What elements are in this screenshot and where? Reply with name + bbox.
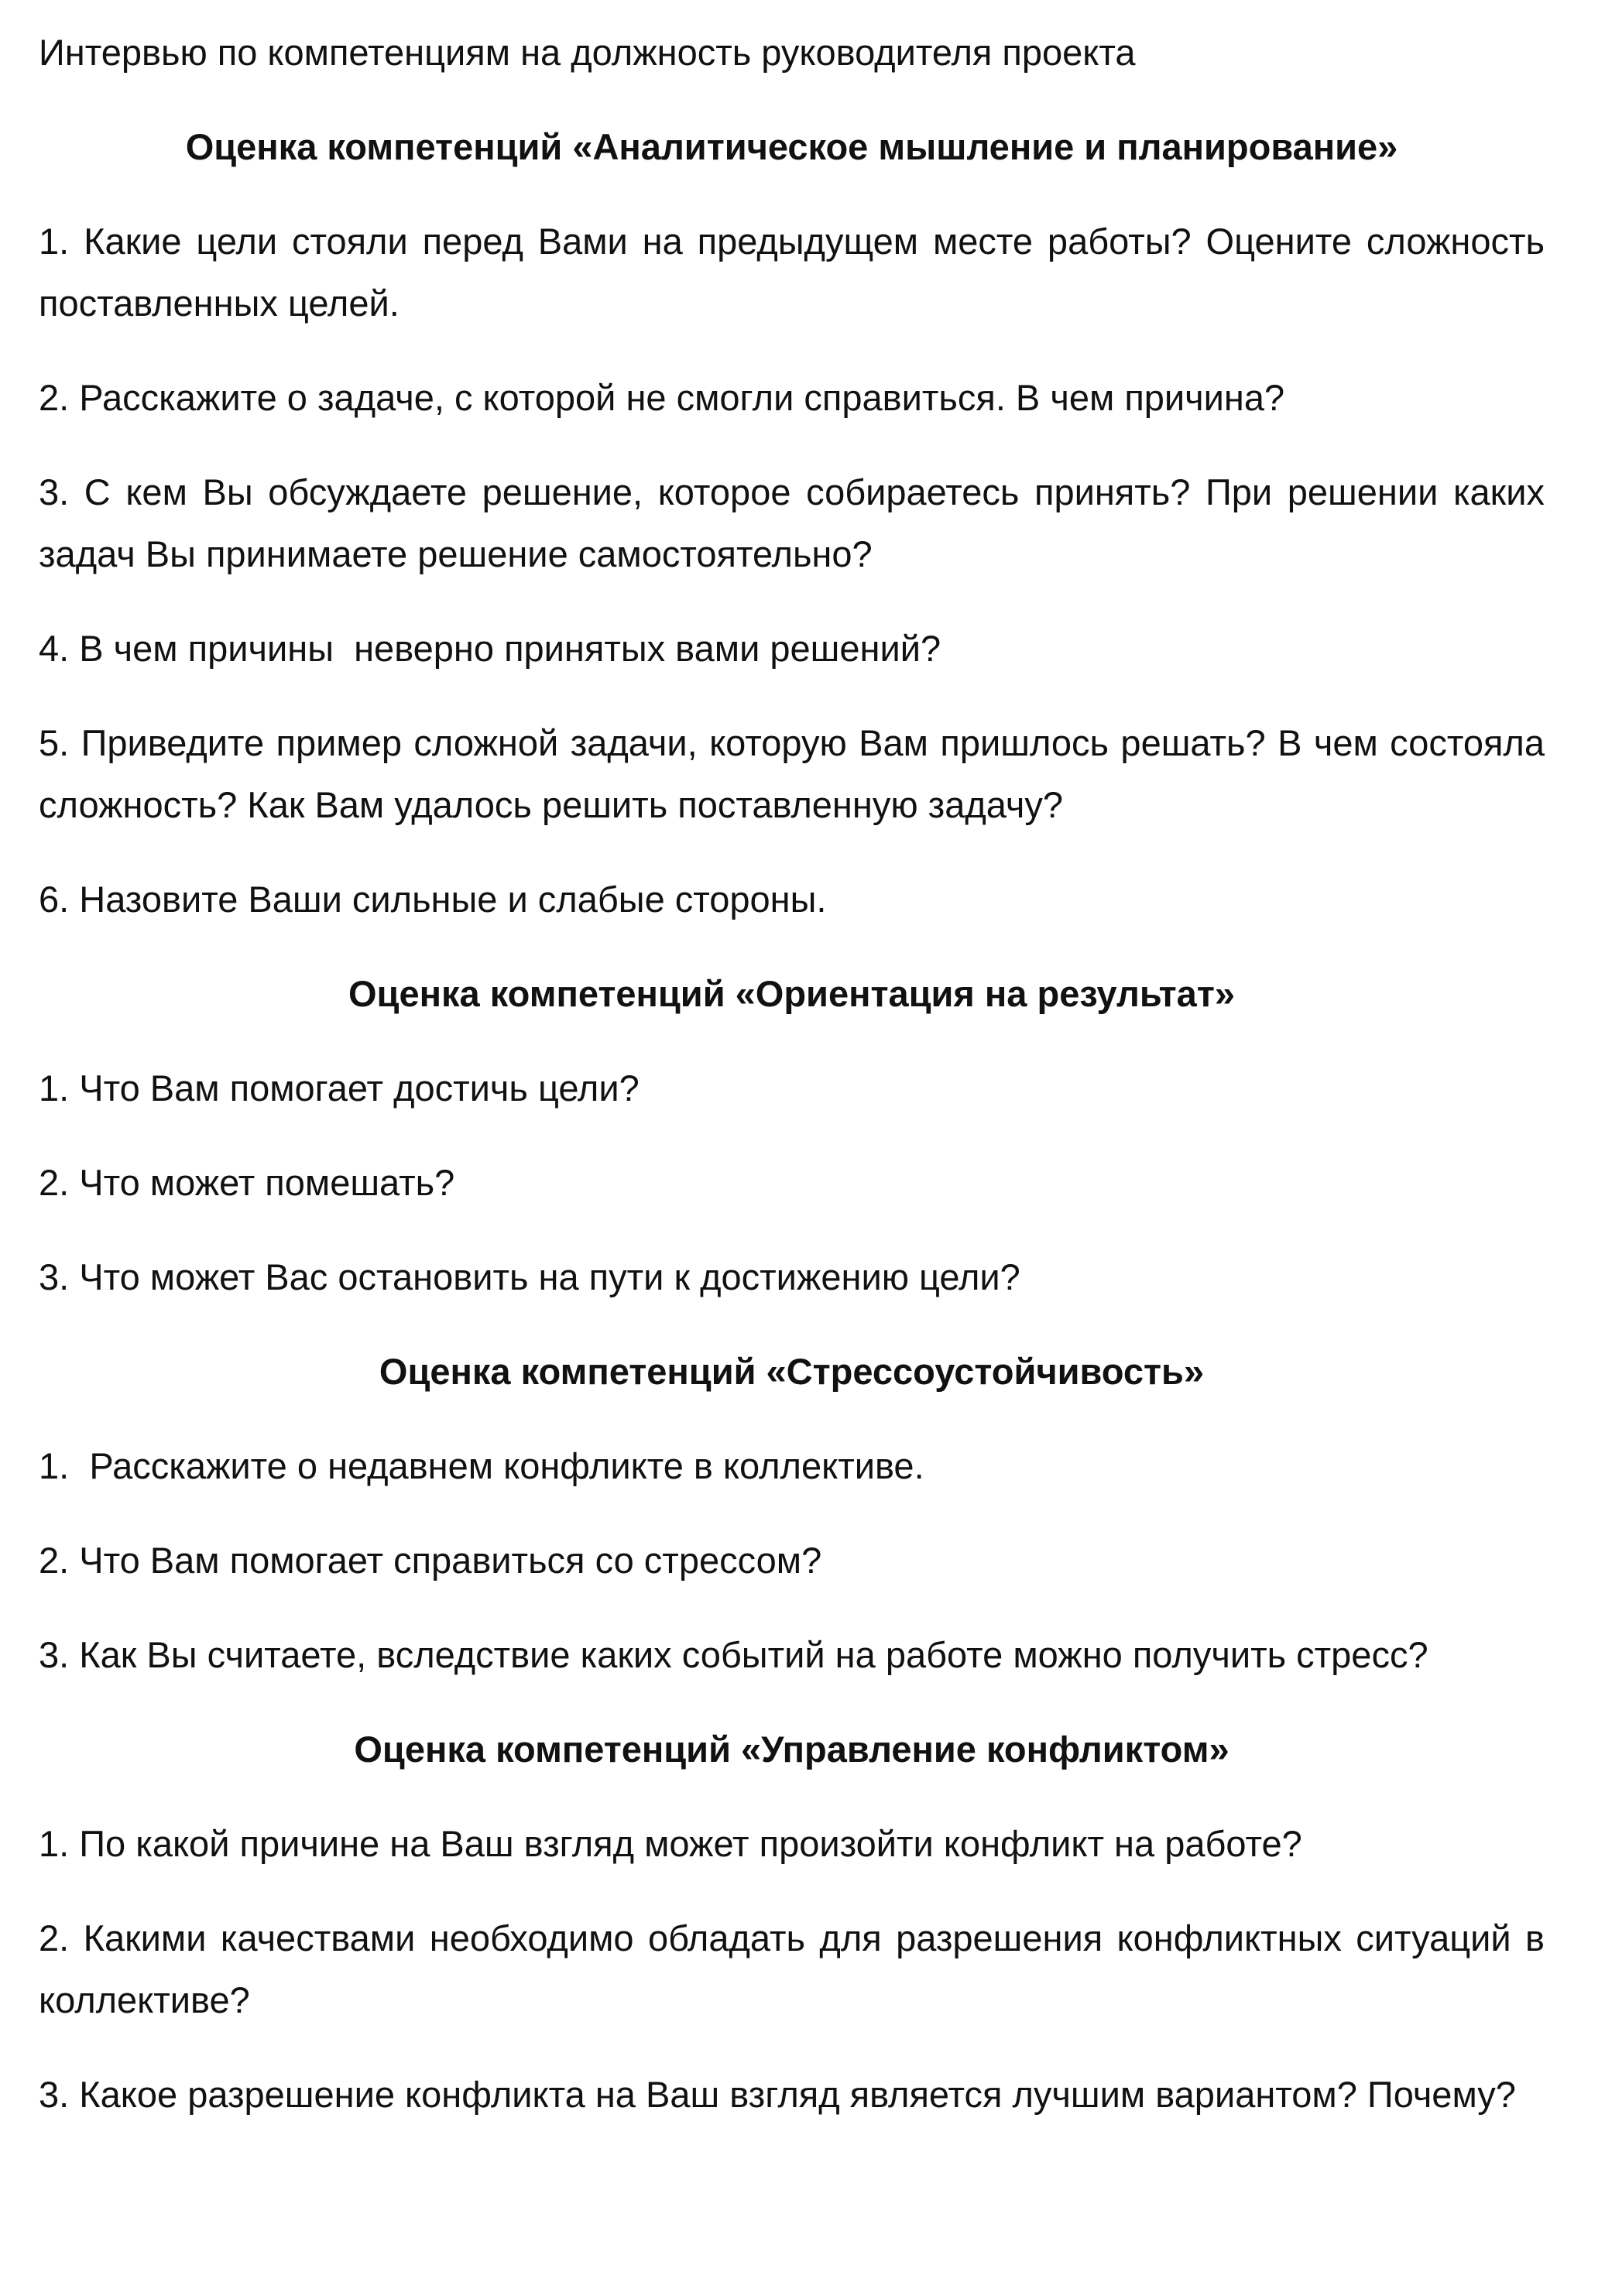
document-page bbox=[39, 22, 1545, 2158]
section-analytical-thinking bbox=[39, 116, 1545, 930]
section-heading: Оценка компетенций «Стрессоустойчивость» bbox=[379, 1351, 1205, 1392]
question-item: 3. Как Вы считаете, вследствие каких событий на работе можно получить стресс? bbox=[39, 1634, 1428, 1675]
question-item: 3. Какое разрешение конфликта на Ваш взгляд является лучшим вариантом? Почему? bbox=[39, 2074, 1516, 2115]
question-item: 2. Расскажите о задаче, с которой не смогли справиться. В чем причина? bbox=[39, 377, 1285, 418]
question-item: 1. Что Вам помогает достичь цели? bbox=[39, 1067, 640, 1109]
section-heading: Оценка компетенций «Управление конфликтом» bbox=[354, 1729, 1229, 1770]
question-item: 2. Что Вам помогает справиться со стрессом? bbox=[39, 1540, 822, 1581]
section-heading: Оценка компетенций «Аналитическое мышление и планирование» bbox=[185, 126, 1398, 167]
question-item: 1. По какой причине на Ваш взгляд может произойти конфликт на работе? bbox=[39, 1823, 1302, 1864]
section-conflict-management bbox=[39, 1719, 1545, 2126]
section-result-orientation bbox=[39, 963, 1545, 1308]
question-item: 6. Назовите Ваши сильные и слабые стороны. bbox=[39, 879, 827, 920]
question-item: 1. Какие цели стояли перед Вами на предыдущем месте работы? Оцените сложность поставленных целей. bbox=[39, 221, 1545, 324]
question-item: 3. Что может Вас остановить на пути к достижению цели? bbox=[39, 1256, 1020, 1297]
section-stress-resistance bbox=[39, 1341, 1545, 1686]
question-item: 3. С кем Вы обсуждаете решение, которое собираетесь принять? При решении каких задач Вы принимаете решение самостоятельно? bbox=[39, 471, 1545, 574]
question-item: 2. Какими качествами необходимо обладать для разрешения конфликтных ситуаций в коллективе? bbox=[39, 1917, 1545, 2020]
section-heading: Оценка компетенций «Ориентация на результат» bbox=[348, 973, 1235, 1014]
question-item: 5. Приведите пример сложной задачи, которую Вам пришлось решать? В чем состояла сложность? Как Вам удалось решить поставленную задачу? bbox=[39, 722, 1545, 825]
question-item: 1. Расскажите о недавнем конфликте в коллективе. bbox=[39, 1445, 924, 1486]
document-title: Интервью по компетенциям на должность руководителя проекта bbox=[39, 32, 1136, 73]
question-item: 4. В чем причины неверно принятых вами решений? bbox=[39, 628, 941, 669]
question-item: 2. Что может помешать? bbox=[39, 1162, 455, 1203]
